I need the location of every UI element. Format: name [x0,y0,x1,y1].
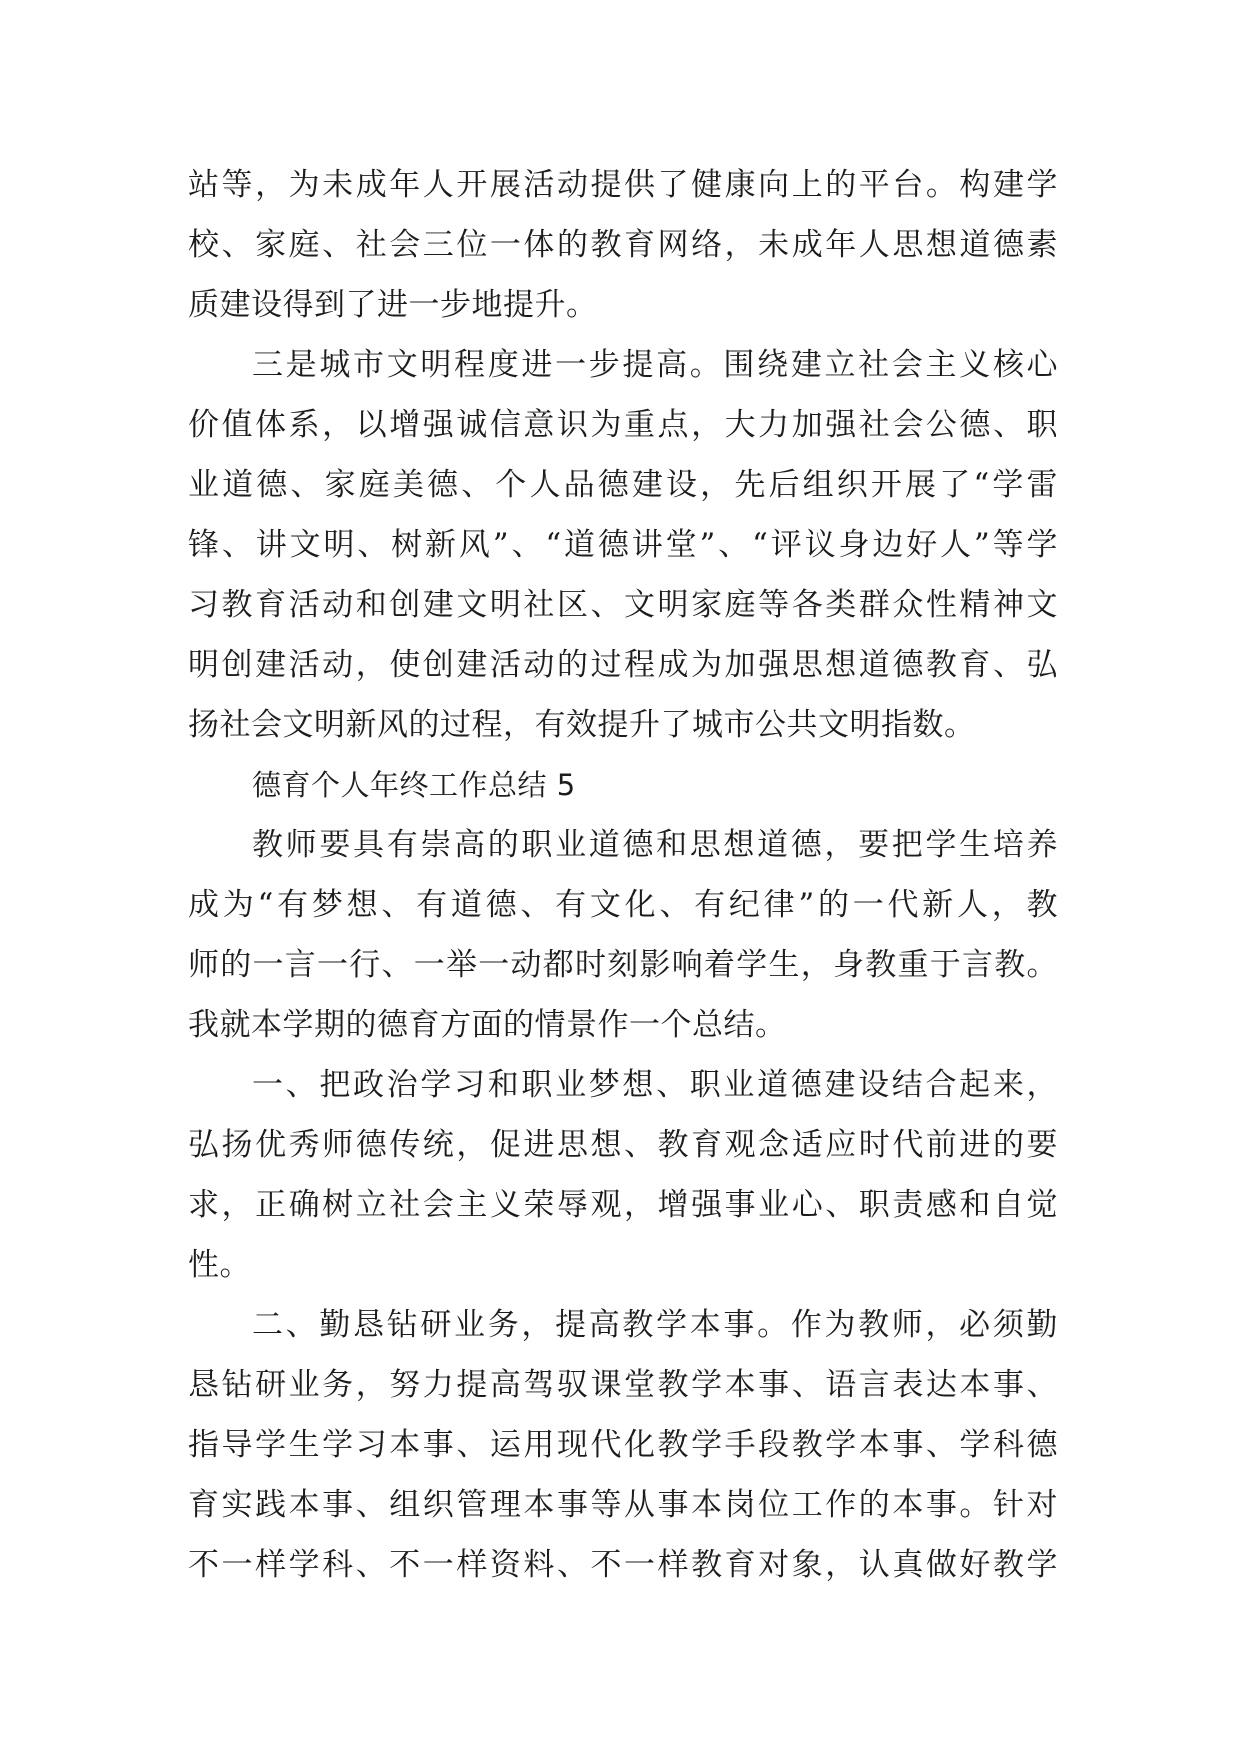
paragraph-line: 校、家庭、社会三位一体的教育网络，未成年人思想道德素 [188,227,1058,263]
document-body [188,155,1058,1595]
paragraph-line: 弘扬优秀师德传统，促进思想、教育观念适应时代前进的要 [188,1127,1058,1163]
section-heading: 德育个人年终工作总结 5 [252,768,576,802]
paragraph-line: 业道德、家庭美德、个人品德建设，先后组织开展了“学雷 [188,467,1058,503]
paragraph-line: 不一样学科、不一样资料、不一样教育对象，认真做好教学 [188,1547,1058,1583]
paragraph-line: 一、把政治学习和职业梦想、职业道德建设结合起来， [252,1067,1058,1103]
paragraph-line: 成为“有梦想、有道德、有文化、有纪律”的一代新人，教 [188,887,1058,923]
paragraph-line: 站等，为未成年人开展活动提供了健康向上的平台。构建学 [188,167,1058,203]
paragraph-line: 价值体系，以增强诚信意识为重点，大力加强社会公德、职 [188,407,1058,443]
paragraph-line: 我就本学期的德育方面的情景作一个总结。 [188,1007,787,1043]
paragraph-line: 扬社会文明新风的过程，有效提升了城市公共文明指数。 [188,707,976,743]
paragraph-line: 三是城市文明程度进一步提高。围绕建立社会主义核心 [252,347,1058,383]
paragraph-line: 育实践本事、组织管理本事等从事本岗位工作的本事。针对 [188,1487,1058,1523]
paragraph-line: 教师要具有崇高的职业道德和思想道德，要把学生培养 [252,827,1058,863]
paragraph-line: 指导学生学习本事、运用现代化教学手段教学本事、学科德 [188,1427,1058,1463]
paragraph-line: 明创建活动，使创建活动的过程成为加强思想道德教育、弘 [188,647,1058,683]
paragraph-line: 质建设得到了进一步地提升。 [188,287,598,323]
paragraph-line: 求，正确树立社会主义荣辱观，增强事业心、职责感和自觉 [188,1187,1058,1223]
paragraph-line: 二、勤恳钻研业务，提高教学本事。作为教师，必须勤 [252,1307,1058,1343]
paragraph-line: 习教育活动和创建文明社区、文明家庭等各类群众性精神文 [188,587,1058,623]
paragraph-line: 师的一言一行、一举一动都时刻影响着学生，身教重于言教。 [188,947,1058,983]
paragraph-line: 恳钻研业务，努力提高驾驭课堂教学本事、语言表达本事、 [188,1367,1058,1403]
paragraph-line: 锋、讲文明、树新风”、“道德讲堂”、“评议身边好人”等学 [188,527,1058,563]
paragraph-line: 性。 [188,1247,251,1283]
